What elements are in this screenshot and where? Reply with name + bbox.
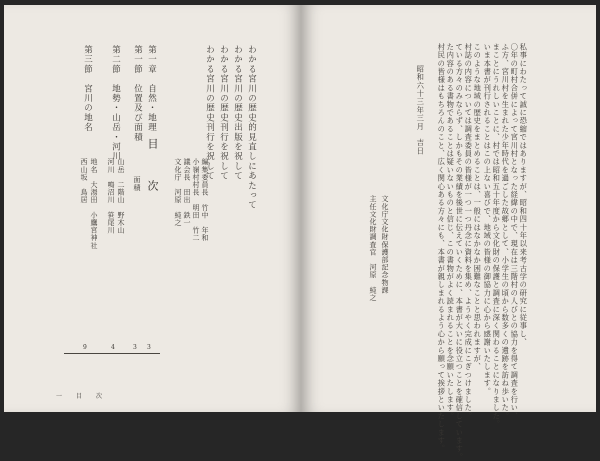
toc-title: 目 次 bbox=[146, 138, 159, 201]
intro-line: わかる宮川の歴史刊行を祝して bbox=[204, 45, 215, 181]
page-number: 3 bbox=[133, 344, 137, 351]
body-column: まことにうれしいことに、村では昭和五十年度から文化財の保護と調査に深く関わることになりました。 bbox=[492, 43, 502, 429]
intro-line: わかる宮川の歴史刊行を祝して bbox=[218, 45, 229, 181]
page-folio: 一 目 次 bbox=[56, 393, 107, 400]
date-line: 昭和六十三年三月 吉日 bbox=[416, 65, 426, 156]
body-column: 村誌の内容については調査委員の皆様が一つ一つ丹念に資料を集め、ようやく完成にこぎつけました。 bbox=[464, 43, 474, 421]
left-page bbox=[4, 5, 301, 412]
section-title: 第一節 位置及び面積 bbox=[132, 45, 143, 142]
intro-line: わかる宮川の歴史出版を祝して bbox=[232, 45, 243, 181]
body-column: 村民の皆様はもちろんのこと、広く関心ある方々にも、本書が親しまれるよう心から願って挨拶といたします。 bbox=[437, 43, 447, 453]
editor-line: 小嶺村村長 明田 竹二 bbox=[192, 158, 200, 242]
section-sub: 西山坂 鳥居 bbox=[80, 158, 88, 204]
section-sub: 面積 bbox=[133, 176, 141, 192]
editor-line: 編集委員長 竹中 年和 bbox=[201, 158, 209, 242]
section-sub: 地名 大湯田 小鷹宮神社 bbox=[90, 158, 98, 250]
page-number: 9 bbox=[83, 344, 87, 351]
toc-rule bbox=[64, 353, 160, 354]
signature-line: 文化庁文化財保護部記念物課 bbox=[381, 195, 389, 294]
section-sub: 河川 鳴沼川 笹尾川 bbox=[107, 158, 115, 234]
body-column: いま本書が刊行されることはこの上ない喜びで、地域の皆様の御協力に心から感謝いたします。 bbox=[483, 43, 493, 396]
editor-line: 議会長 田出 鉄一 bbox=[183, 158, 191, 227]
editor-line: 文化庁 河原 純之 bbox=[174, 158, 182, 227]
body-column: ている方々のみならず、しかもその業績を後世に伝えていくために、本書が大いに役立つことを確信しています。 bbox=[455, 43, 465, 461]
intro-line: わかる宮川の歴史的見直しにあたって bbox=[246, 45, 257, 210]
chapter-title: 第一章 自然・地理 bbox=[146, 45, 157, 133]
right-page bbox=[301, 5, 596, 461]
page-number: 3 bbox=[147, 344, 151, 351]
section-sub: 山岳 二階山 野木山 bbox=[117, 158, 125, 234]
body-column: 私事にわたって誠に恐縮ではありますが、昭和四十年以来考古学の研究に従事し、 bbox=[519, 43, 529, 347]
body-column: 〇年の町村合併によって宮川村となった経緯の中で、現在は三階村の人びとの協力を得て調査を行い、 bbox=[510, 43, 520, 421]
body-column: た内容のある書物であることは疑いないものと信じ、この書物がよく読まれることを念願いたします。 bbox=[446, 43, 456, 421]
body-column: このような地域の歴史をまとめることは、一般にはなかなか困難なことと思われますが、 bbox=[473, 43, 483, 371]
section-title: 第三節 宮川の地名 bbox=[82, 45, 93, 133]
signature-line: 主任文化財調査官 河原 純之 bbox=[369, 195, 377, 302]
page-number: 4 bbox=[111, 344, 115, 351]
section-title: 第二節 地勢・山岳・河川 bbox=[110, 45, 121, 162]
body-column: ふ方、宮川村を生まれた少年時代を過ごした故郷として、小学生の頃から数多くの遺跡を訪ね歩いた。 bbox=[501, 43, 511, 421]
